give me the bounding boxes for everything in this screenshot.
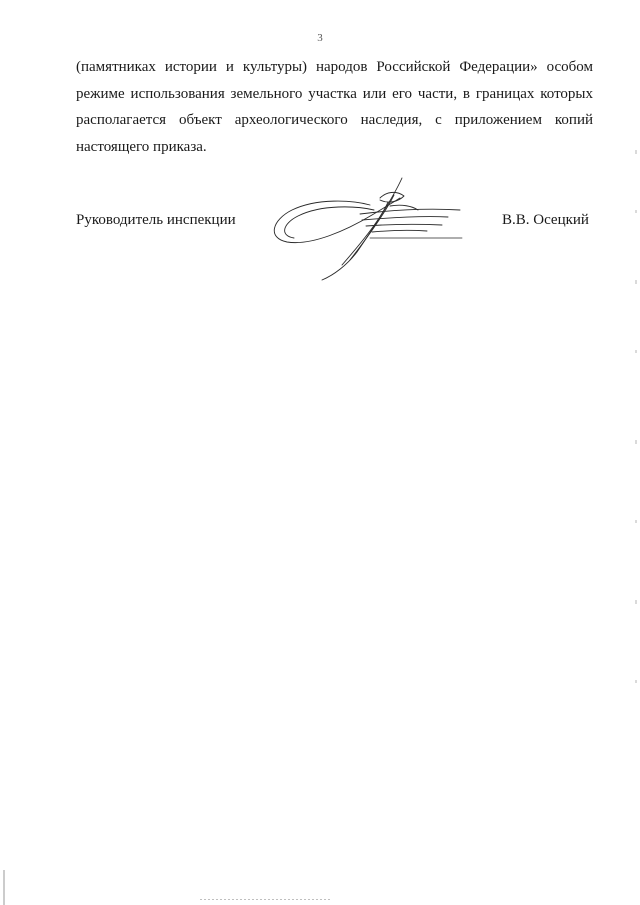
body-line-1: (памятниках истории и культуры) народов Российской Федерации» особом xyxy=(76,59,593,75)
body-paragraph xyxy=(76,54,593,160)
scan-edge-marks xyxy=(634,140,638,720)
signatory-role: Руководитель инспекции xyxy=(76,212,236,228)
body-line-3: располагается объект археологического наследия, с приложением копий xyxy=(76,112,593,128)
page-number: 3 xyxy=(317,32,323,44)
handwritten-signature xyxy=(262,170,472,285)
body-line-2: режиме использования земельного участка или его части, в границах которых xyxy=(76,85,593,102)
scan-bottom-marks xyxy=(200,898,330,901)
scan-left-edge xyxy=(3,870,5,905)
body-line-4: настоящего приказа. xyxy=(76,138,207,155)
signatory-name: В.В. Осецкий xyxy=(502,212,589,228)
